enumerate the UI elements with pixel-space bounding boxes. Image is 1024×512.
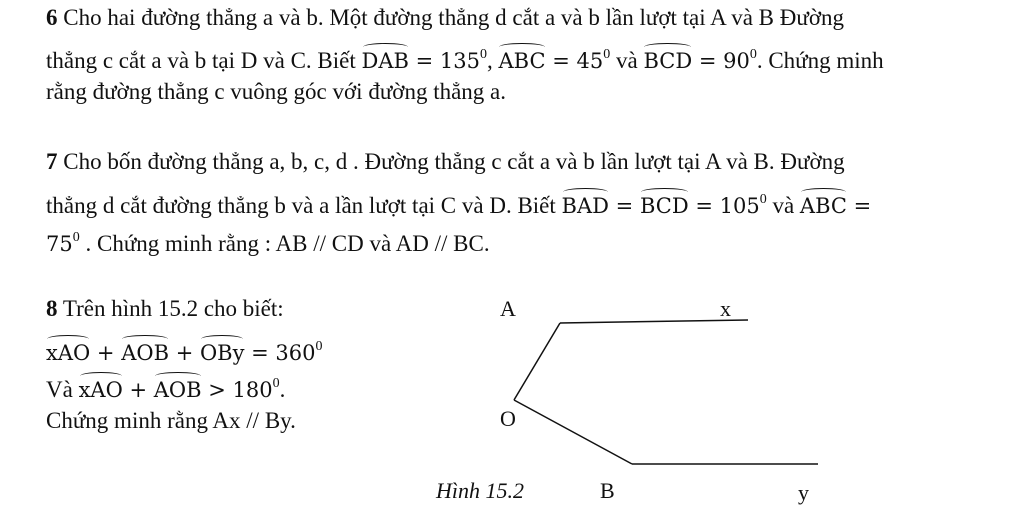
angle-OBy: OBy: [199, 341, 245, 365]
plus-sign: +: [169, 341, 200, 365]
p7-and: và: [766, 193, 800, 218]
angle-BCD: BCD: [639, 194, 689, 218]
p8-and: Và: [46, 377, 79, 402]
plus-sign: +: [122, 378, 154, 402]
p8-eq1: = 360: [244, 341, 316, 365]
angle-BCD: BCD: [643, 49, 693, 73]
angle-BAD: BAD: [561, 194, 609, 218]
p8-gt: > 180: [201, 378, 273, 402]
degree-mark: 0: [479, 47, 487, 62]
degree-mark: 0: [272, 376, 280, 391]
p8-number: 8: [46, 296, 58, 321]
segment-AO: [514, 323, 560, 400]
p6-text1: Cho hai đường thẳng a và b. Một đường thẳng d cắt a và b lần lượt tại A và B Đường: [57, 5, 844, 30]
plus-sign: +: [90, 341, 122, 365]
p6-number: 6: [46, 5, 58, 30]
p6-text2g: . Chứng minh: [756, 48, 884, 73]
p7-text2a: thẳng d cắt đường thẳng b và a lần lượt tại C và D. Biết: [46, 193, 562, 218]
p7-text3: . Chứng minh rằng : AB // CD và AD // BC.: [79, 231, 490, 256]
label-y: y: [798, 480, 809, 505]
p7-number: 7: [46, 149, 58, 174]
p7-text1: Cho bốn đường thẳng a, b, c, d . Đường thẳng c cắt a và b lần lượt tại A và B. Đường: [57, 149, 845, 174]
p6-text2a: thẳng c cắt a và b tại D và C. Biết: [46, 48, 362, 73]
label-x: x: [720, 296, 731, 321]
p6-and: và: [610, 48, 644, 73]
figure-caption: Hình 15.2: [436, 478, 524, 503]
degree-mark: 0: [72, 230, 80, 245]
degree-mark: 0: [603, 47, 611, 62]
p6-sep: ,: [486, 48, 499, 73]
p8-text1: Trên hình 15.2 cho biết:: [57, 296, 284, 321]
angle-DAB: DAB: [361, 49, 409, 73]
angle-xAO: xAO: [78, 378, 123, 402]
angle-AOB: AOB: [153, 378, 202, 402]
label-B: B: [600, 478, 615, 503]
p8-text4: Chứng minh rằng Ax // By.: [46, 408, 296, 433]
p7-eq: =: [608, 194, 640, 218]
angle-ABC: ABC: [498, 49, 546, 73]
p6-text3: rằng đường thẳng c vuông góc với đường thẳng a.: [46, 79, 506, 104]
p7-eq2: =: [846, 194, 872, 218]
p7-val2: 75: [46, 232, 73, 256]
angle-AOB: AOB: [121, 341, 170, 365]
angle-xAO: xAO: [46, 341, 91, 365]
degree-mark: 0: [315, 339, 323, 354]
p6-val2: = 45: [545, 49, 604, 73]
angle-ABC: ABC: [799, 194, 847, 218]
p7-val1: = 105: [688, 194, 760, 218]
label-O: O: [500, 406, 516, 431]
degree-mark: 0: [749, 47, 757, 62]
degree-mark: 0: [759, 192, 767, 207]
p6-val1: = 135: [408, 49, 480, 73]
segment-OB: [514, 400, 632, 464]
p6-val3: = 90: [692, 49, 750, 73]
p8-period: .: [279, 377, 286, 402]
label-A: A: [500, 296, 516, 321]
